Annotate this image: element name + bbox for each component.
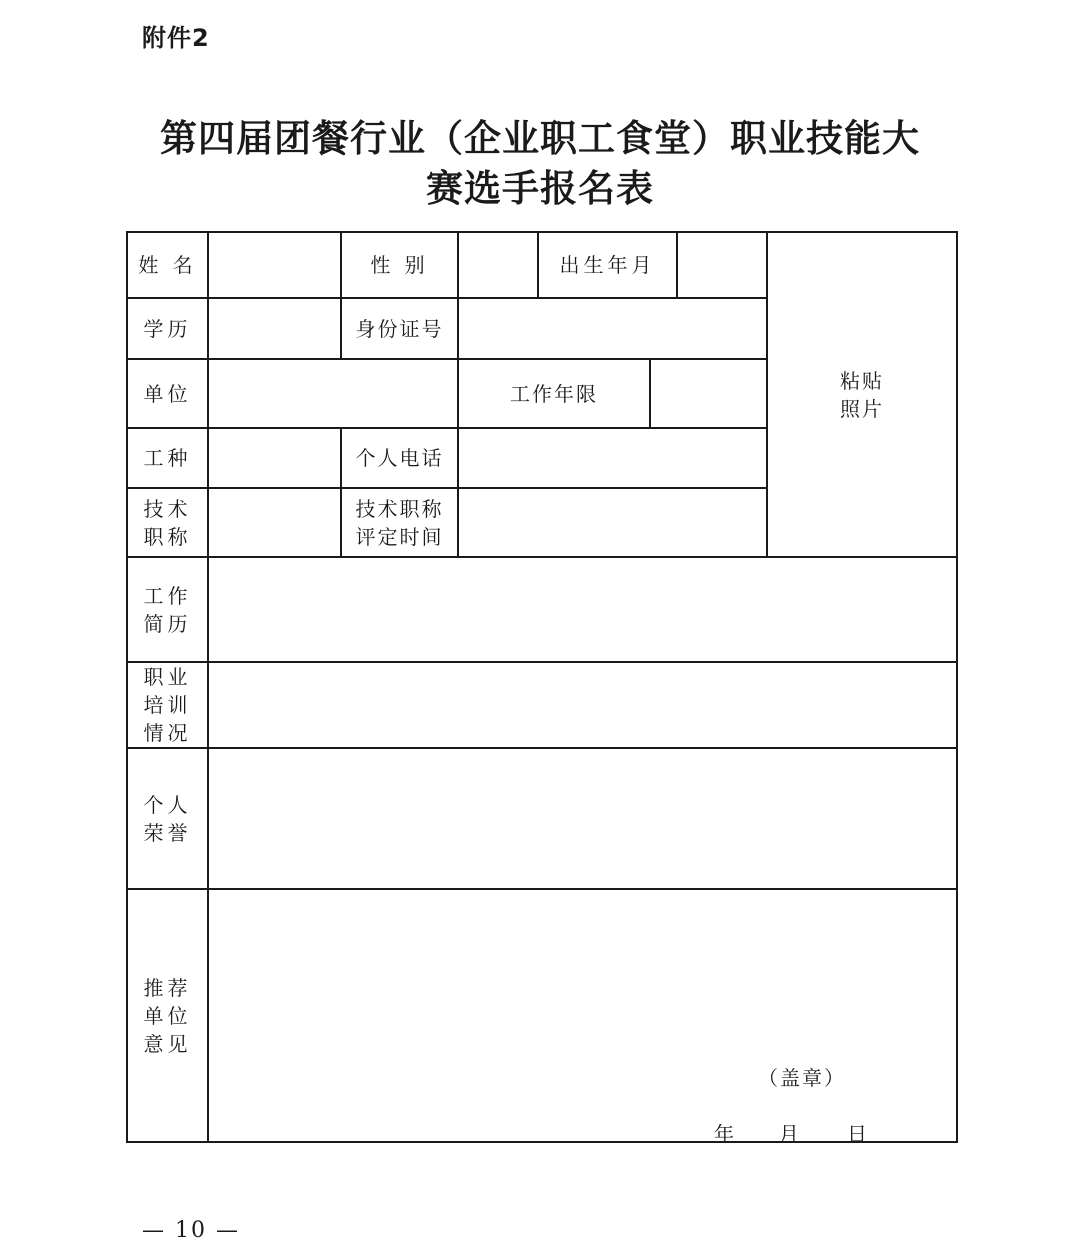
input-unit[interactable] <box>208 359 458 428</box>
label-name: 姓 名 <box>138 253 197 277</box>
label-tech-title: 技术 职称 <box>143 496 192 549</box>
input-honors[interactable] <box>208 748 957 889</box>
label-education: 学历 <box>143 316 192 341</box>
label-birth: 出生年月 <box>559 253 656 277</box>
label-tech-title-date: 技术职称 评定时间 <box>355 496 444 549</box>
stamp-label: （盖章） <box>758 1066 846 1090</box>
date-year-label: 年 <box>714 1122 734 1146</box>
attachment-label: 附件2 <box>142 24 210 52</box>
label-id-number: 身份证号 <box>355 316 444 341</box>
input-name[interactable] <box>208 232 341 298</box>
input-recommendation[interactable] <box>208 889 957 1142</box>
input-work-history[interactable] <box>208 557 957 662</box>
input-job-type[interactable] <box>208 428 341 488</box>
label-gender: 性 别 <box>370 253 429 277</box>
input-tech-title[interactable] <box>208 488 341 557</box>
input-work-years[interactable] <box>650 359 767 428</box>
form-title-line2: 赛选手报名表 <box>426 167 654 210</box>
label-phone: 个人电话 <box>355 446 444 470</box>
label-training: 职业 培训 情况 <box>143 665 192 745</box>
label-job-type: 工种 <box>143 446 192 470</box>
label-honors: 个人 荣誉 <box>143 792 192 845</box>
input-phone[interactable] <box>458 428 767 488</box>
page-number: — 10 — <box>142 1218 240 1243</box>
input-training[interactable] <box>208 662 957 748</box>
photo-area[interactable]: 粘贴 照片 <box>840 368 884 421</box>
date-month-label: 月 <box>779 1122 799 1146</box>
label-recommendation: 推荐 单位 意见 <box>143 975 192 1056</box>
input-tech-title-date[interactable] <box>458 488 767 557</box>
label-work-history: 工作 简历 <box>143 583 192 636</box>
input-education[interactable] <box>208 298 341 359</box>
input-gender[interactable] <box>458 232 538 298</box>
label-unit: 单位 <box>143 381 192 406</box>
form-title-line1: 第四届团餐行业（企业职工食堂）职业技能大 <box>160 117 920 160</box>
date-day-label: 日 <box>847 1122 867 1146</box>
input-birth[interactable] <box>677 232 767 298</box>
label-work-years: 工作年限 <box>510 381 598 406</box>
input-id-number[interactable] <box>458 298 767 359</box>
